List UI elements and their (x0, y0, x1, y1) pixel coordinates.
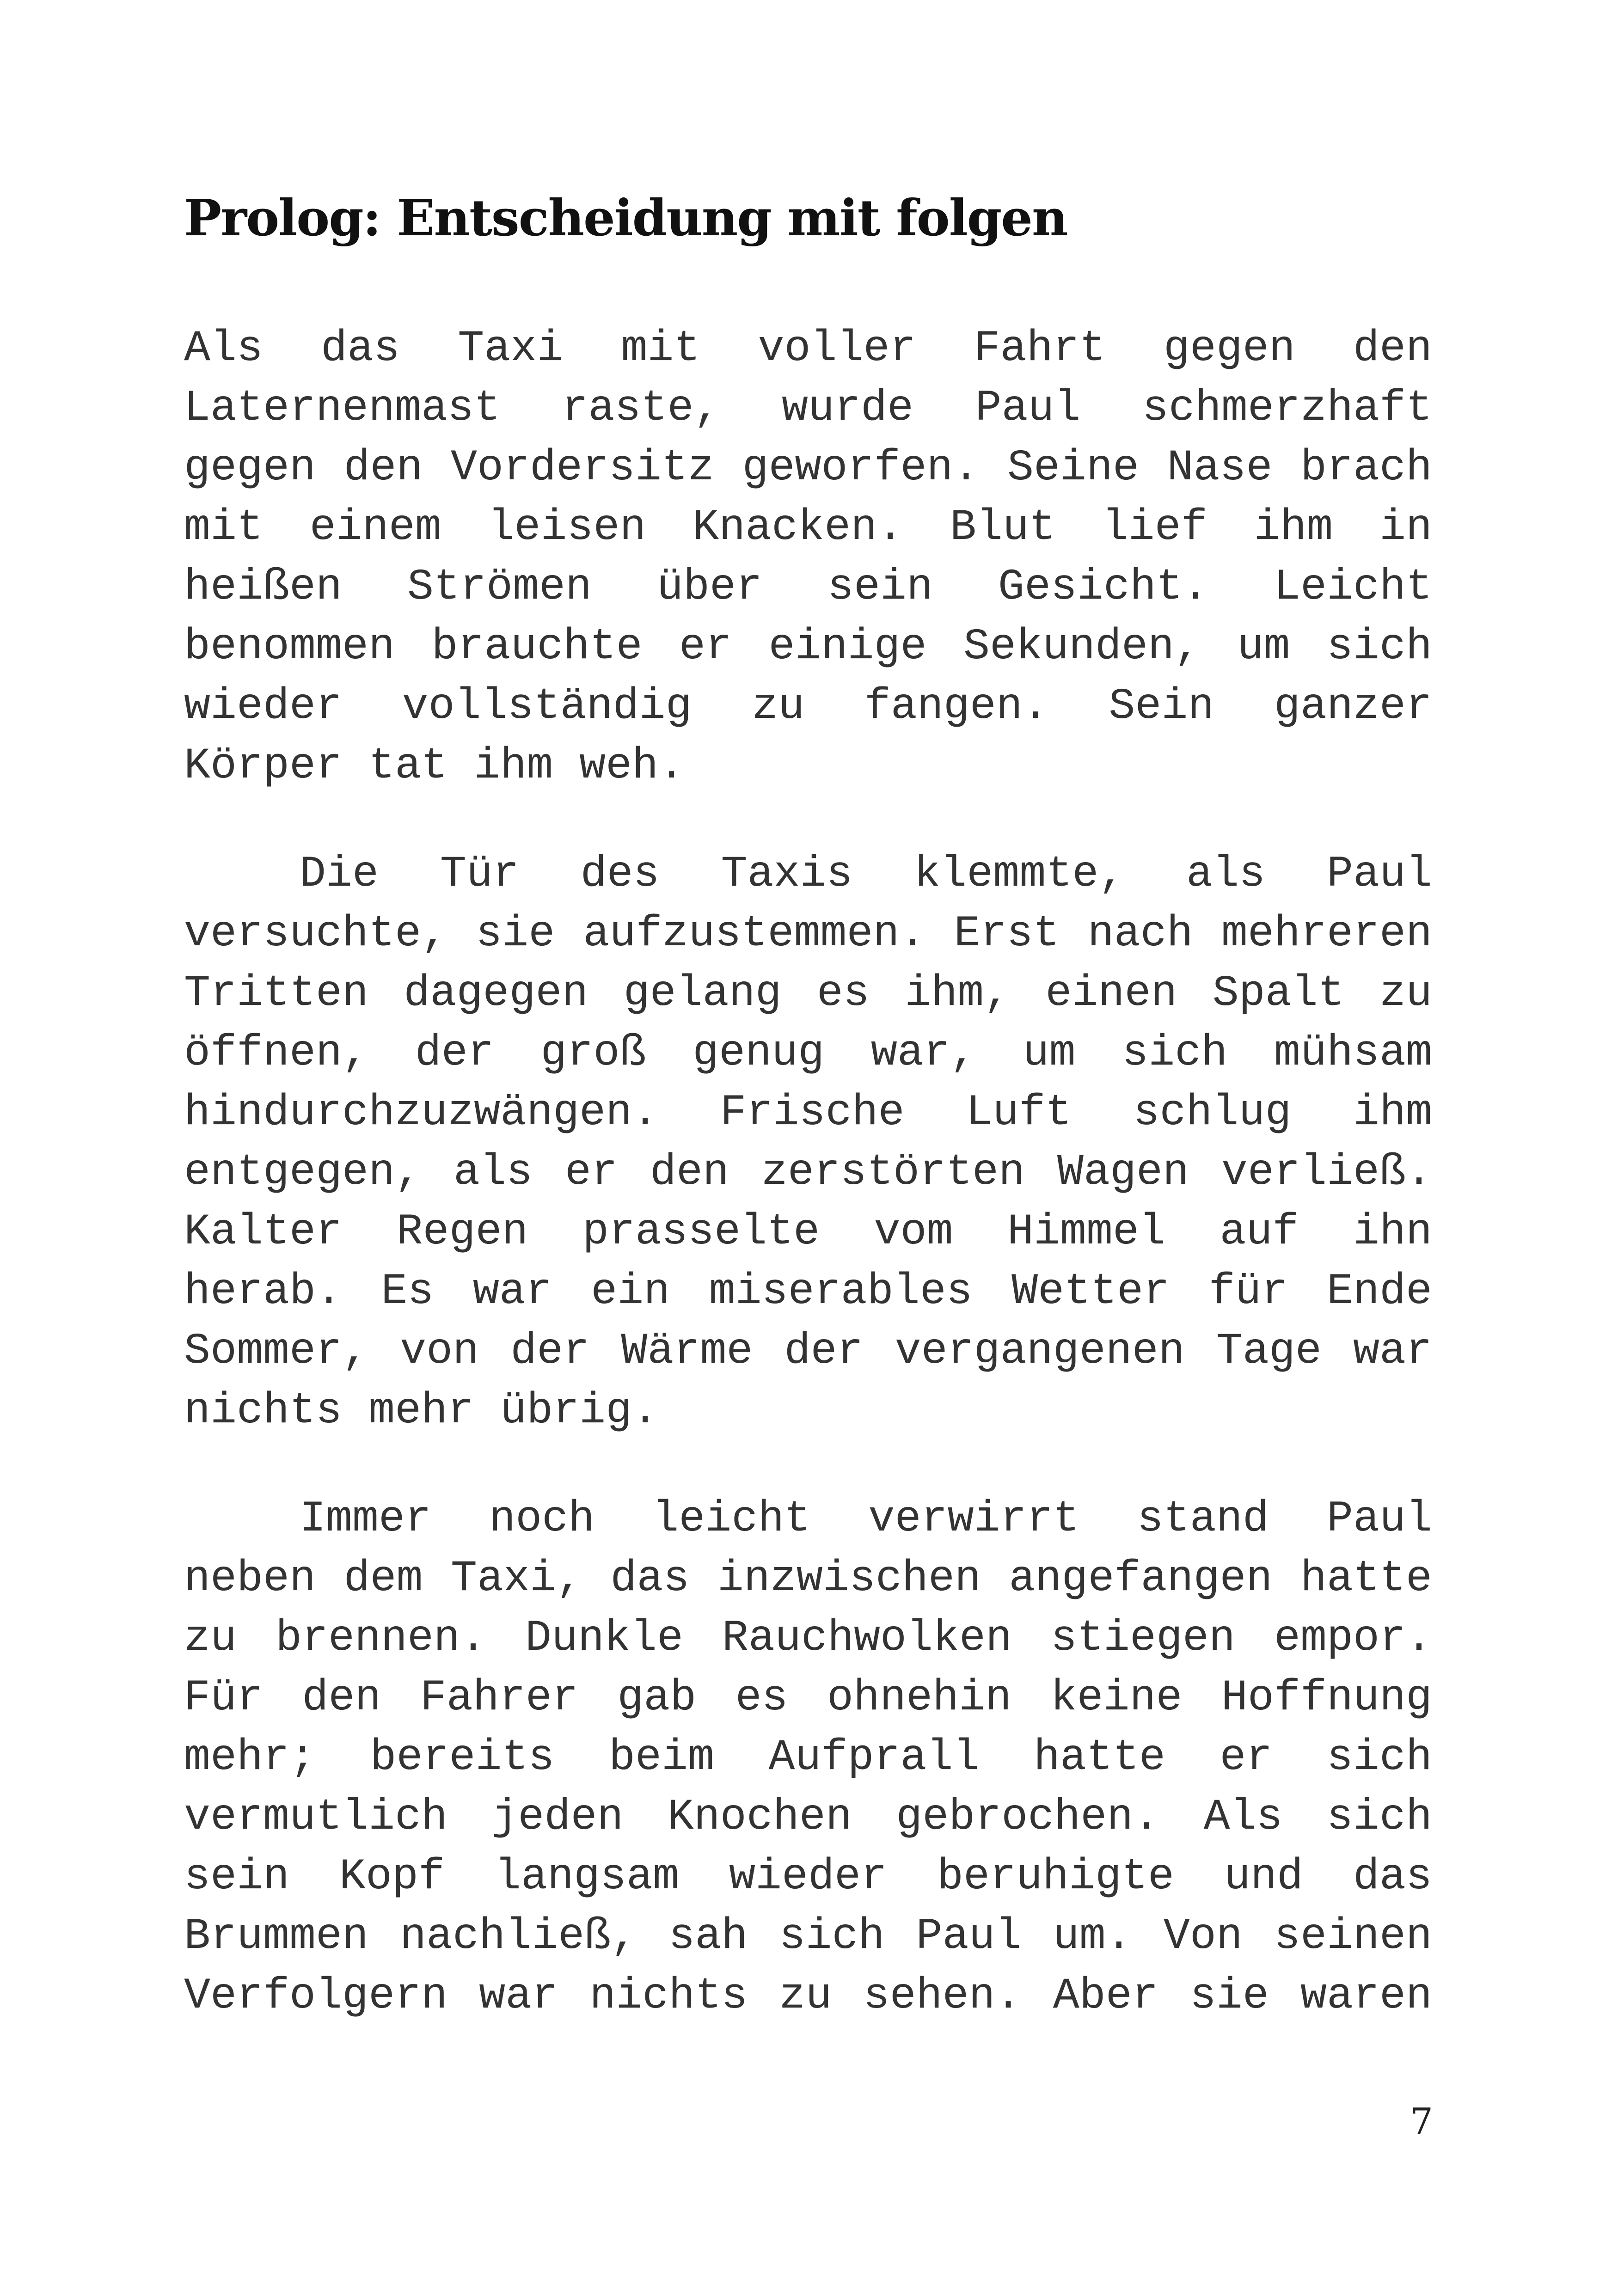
paragraph: Die Tür des Taxis klemmte, als Paul versuchte, sie aufzustemmen. Erst nach mehreren Tritten dagegen gelang es ihm, einen Spalt zu öffnen, der groß genug war, um sich mühsam hindurchzuzwängen. Frische Luft schlug ihm entgegen, als er den zerstörten Wagen verließ. Kalter Regen prasselte vom Himmel auf ihn herab. Es war ein miserables Wetter für Ende Sommer, von der Wärme der vergangenen Tage war nichts mehr übrig. (184, 849, 1432, 1436)
paragraph: Immer noch leicht verwirrt stand Paul neben dem Taxi, das inzwischen angefangen hatte zu brennen. Dunkle Rauchwolken stiegen empor. Für den Fahrer gab es ohnehin keine Hoffnung mehr; bereits beim Aufprall hatte er sich vermutlich jeden Knochen gebrochen. Als sich sein Kopf langsam wieder beruhigte und das Brummen nachließ, sah sich Paul um. Von seinen Verfolgern war nichts zu sehen. Aber sie waren (184, 1494, 1432, 2021)
paragraph: Als das Taxi mit voller Fahrt gegen den Laternenmast raste, wurde Paul schmerzhaft gegen den Vordersitz geworfen. Seine Nase brach mit einem leisen Knacken. Blut lief ihm in heißen Strömen über sein Gesicht. Leicht benommen brauchte er einige Sekunden, um sich wieder vollständig zu fangen. Sein ganzer Körper tat ihm weh. (184, 324, 1432, 791)
body-text (184, 319, 1432, 2075)
chapter-title: Prolog: Entscheidung mit folgen (184, 189, 1067, 247)
page-number: 7 (1410, 2101, 1433, 2143)
